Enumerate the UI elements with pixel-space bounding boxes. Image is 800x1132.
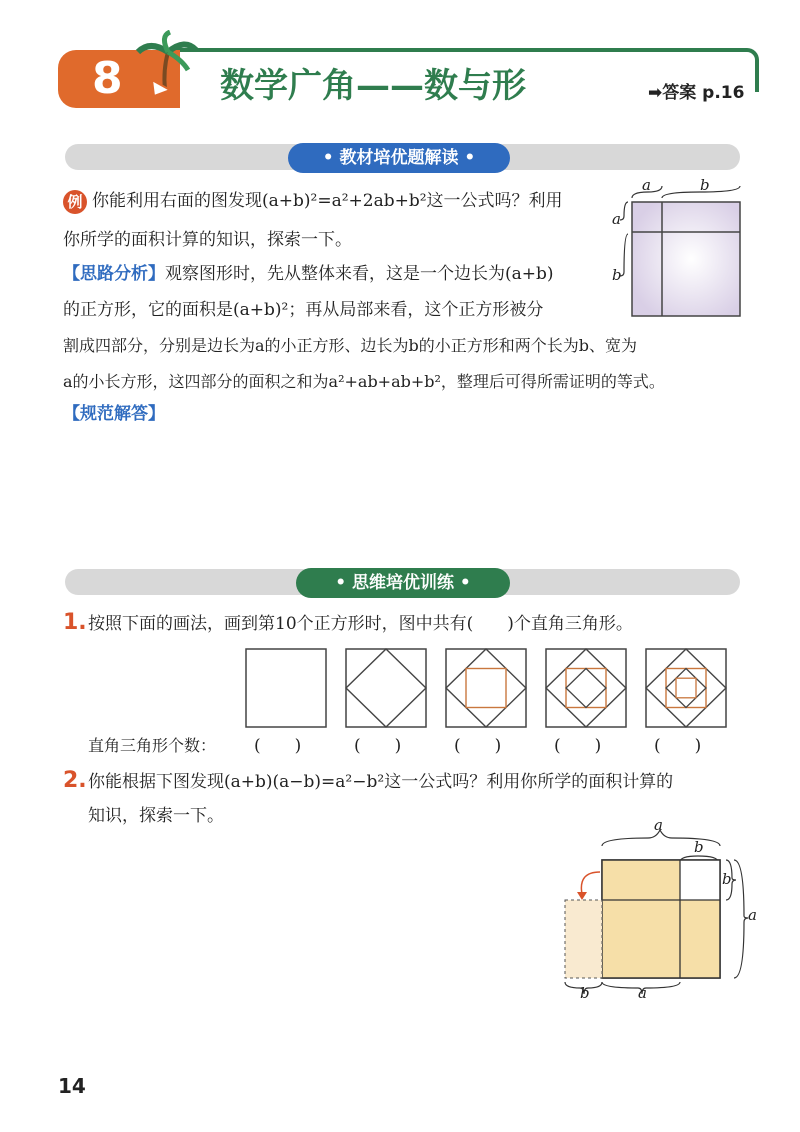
- q1-text: 按照下面的画法，画到第10个正方形时，图中共有( )个直角三角形。: [88, 614, 633, 634]
- square-fig-3: [446, 649, 526, 727]
- example-marker: 例: [63, 190, 87, 214]
- palm-tree-icon: [130, 30, 200, 100]
- square-fig-1: [246, 649, 326, 727]
- answer-label: 【规范解答】: [63, 404, 165, 424]
- q2-label-a-right: a: [748, 906, 757, 924]
- q1-blank-3[interactable]: ( ): [454, 736, 502, 756]
- brace-left-a: [620, 202, 628, 220]
- q2-label-b-right: b: [722, 870, 732, 888]
- ex-label-a-left: a: [612, 210, 621, 228]
- q2-label-b-top: b: [694, 838, 704, 856]
- square-fig-4: [546, 649, 626, 727]
- q1-blank-4[interactable]: ( ): [554, 736, 602, 756]
- analysis-line-3: 割成四部分，分别是边长为a的小正方形、边长为b的小正方形和两个长为b、宽为: [63, 336, 638, 355]
- section-label-training: • 思维培优训练 •: [296, 568, 510, 598]
- q1-blank-5[interactable]: ( ): [654, 736, 702, 756]
- q2-label-b-bottom: b: [580, 984, 590, 1002]
- analysis-line-4: a的小长方形，这四部分的面积之和为a²+ab+ab+b²，整理后可得所需证明的等式。: [63, 372, 665, 391]
- analysis-text-1: 观察图形时，先从整体来看，这是一个边长为(a+b): [165, 264, 554, 284]
- ex-label-b-top: b: [700, 176, 710, 194]
- q2-line-1: 你能根据下图发现(a+b)(a−b)=a²−b²这一公式吗？利用你所学的面积计算的: [88, 772, 674, 792]
- example-line-2: 你所学的面积计算的知识，探索一下。: [63, 230, 352, 250]
- analysis-line-2: 的正方形，它的面积是(a+b)²；再从局部来看，这个正方形被分: [63, 300, 544, 320]
- q1-blank-2[interactable]: ( ): [354, 736, 402, 756]
- example-line-1: 你能利用右面的图发现(a+b)²=a²+2ab+b²这一公式吗？利用: [92, 191, 563, 211]
- section-label-textbook: • 教材培优题解读 •: [288, 143, 510, 173]
- q1-figures: [245, 648, 731, 728]
- analysis-line-1: [63, 256, 554, 292]
- q1-count-label: 直角三角形个数：: [88, 736, 217, 755]
- ex-label-a-top: a: [642, 176, 651, 194]
- page-number: 14: [58, 1074, 86, 1098]
- example-square-figure: [610, 176, 760, 326]
- q2-label-a-bottom: a: [638, 984, 647, 1002]
- square-fig-5: [646, 649, 726, 727]
- q1-blank-1[interactable]: ( ): [254, 736, 302, 756]
- answer-reference: ➡答案 p.16: [648, 83, 745, 103]
- page-title: 数学广角——数与形: [220, 66, 526, 106]
- q2-label-a-top: a: [654, 816, 663, 834]
- chapter-number: 8: [92, 53, 123, 104]
- q1-number: 1.: [63, 610, 87, 635]
- analysis-label: 【思路分析】: [63, 264, 165, 284]
- q2-figure: [560, 822, 760, 1002]
- square-fig-2: [346, 649, 426, 727]
- q2-number: 2.: [63, 768, 87, 793]
- q2-line-2: 知识，探索一下。: [88, 806, 224, 826]
- ex-label-b-left: b: [612, 266, 622, 284]
